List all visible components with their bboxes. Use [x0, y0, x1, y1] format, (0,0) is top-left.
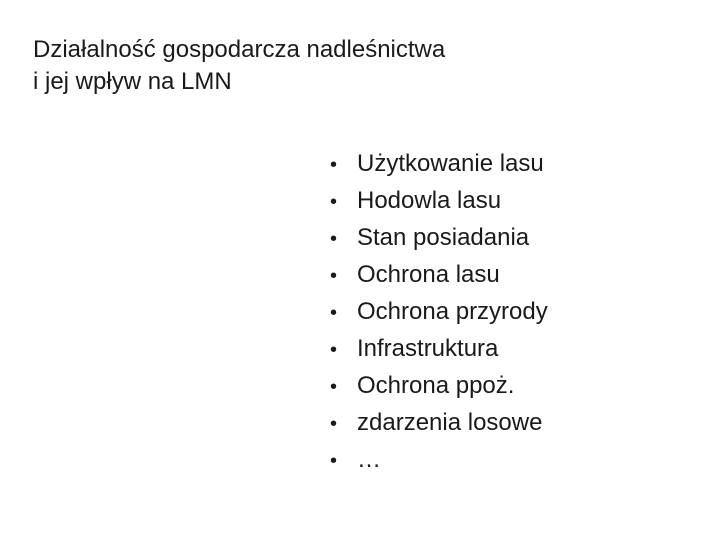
bullet-text: Użytkowanie lasu: [357, 150, 544, 177]
bullet-icon: •: [330, 376, 338, 398]
bullet-list: [330, 145, 548, 478]
bullet-text: Ochrona lasu: [357, 261, 500, 288]
bullet-item: [330, 256, 548, 293]
bullet-text: Stan posiadania: [357, 224, 530, 251]
bullet-text: Infrastruktura: [357, 335, 499, 362]
bullet-icon: •: [330, 154, 338, 176]
bullet-icon: •: [330, 339, 338, 361]
bullet-item: [330, 145, 548, 182]
bullet-item: [330, 404, 548, 441]
bullet-item: [330, 367, 548, 404]
bullet-text: …: [357, 446, 381, 473]
bullet-item: [330, 330, 548, 367]
bullet-icon: •: [330, 228, 338, 250]
slide-title-line-1: Działalność gospodarcza nadleśnictwa: [33, 36, 446, 63]
bullet-icon: •: [330, 191, 338, 213]
bullet-icon: •: [330, 302, 338, 324]
bullet-text: Ochrona ppoż.: [357, 372, 515, 399]
bullet-item: [330, 293, 548, 330]
bullet-text: Ochrona przyrody: [357, 298, 548, 325]
bullet-icon: •: [330, 413, 338, 435]
bullet-text: Hodowla lasu: [357, 187, 502, 214]
slide-title: [33, 34, 633, 98]
slide-title-line-2: i jej wpływ na LMN: [33, 68, 232, 95]
bullet-icon: •: [330, 450, 338, 472]
bullet-icon: •: [330, 265, 338, 287]
bullet-item: [330, 182, 548, 219]
bullet-item: [330, 441, 548, 478]
bullet-item: [330, 219, 548, 256]
bullet-text: zdarzenia losowe: [357, 409, 543, 436]
